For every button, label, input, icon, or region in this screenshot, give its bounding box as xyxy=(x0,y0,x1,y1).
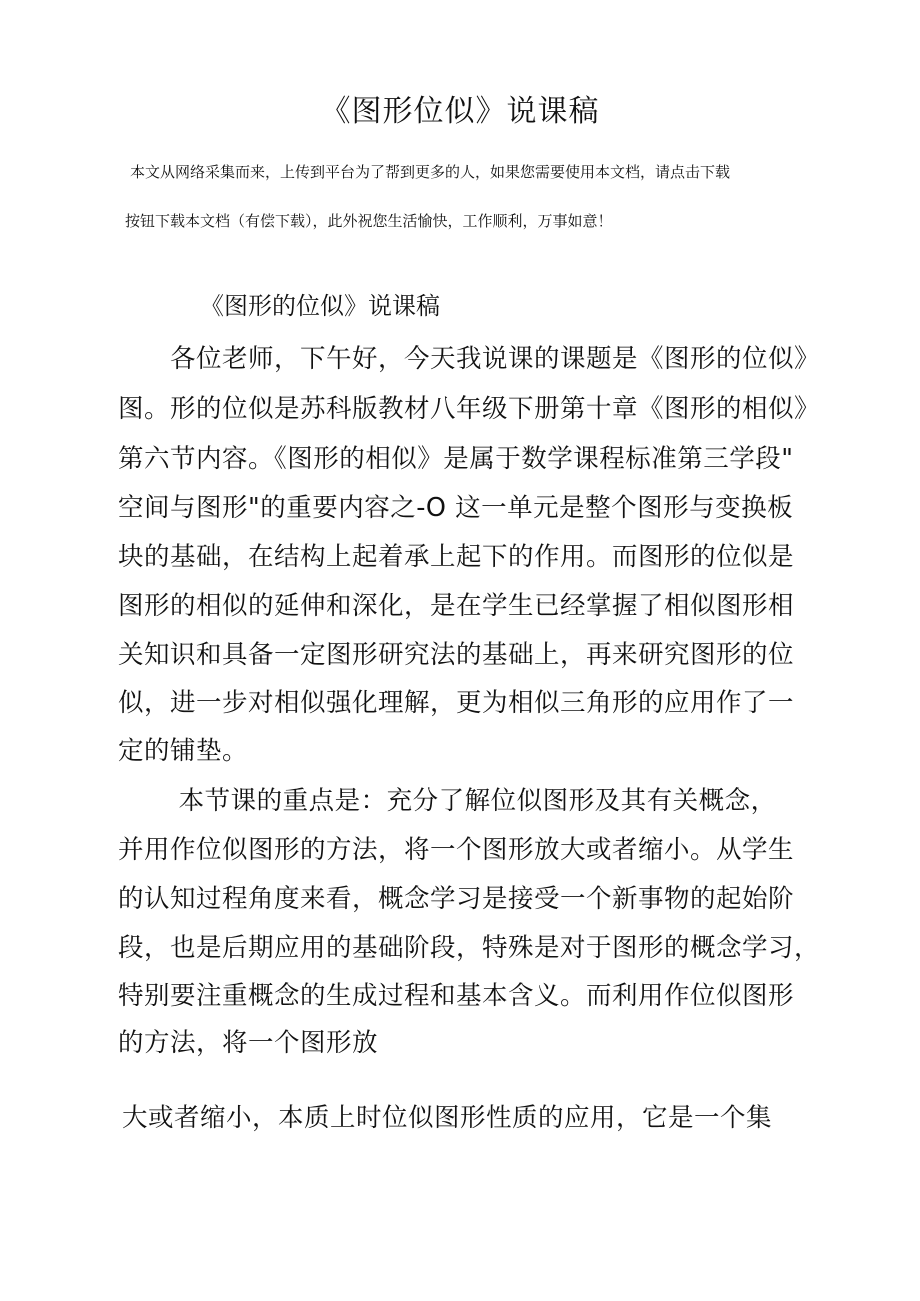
body-text-line: 图。形的位似是苏科版教材八年级下册第十章《图形的相似》 xyxy=(118,394,821,424)
body-text-line: 大或者缩小，本质上时位似图形性质的应用，它是一个集 xyxy=(122,1103,773,1133)
body-text-line: 图形的相似的延伸和深化，是在学生已经掌握了相似图形相 xyxy=(118,591,795,621)
body-text-line: 空间与图形"的重要内容之-O 这一单元是整个图形与变换板 xyxy=(118,493,794,523)
lecture-subtitle: 《图形的位似》说课稿 xyxy=(200,292,440,320)
body-text-line: 似，进一步对相似强化理解，更为相似三角形的应用作了一 xyxy=(118,688,795,718)
download-notice-line-1: 本文从网络采集而来，上传到平台为了帮到更多的人，如果您需要使用本文档，请点击下载 xyxy=(130,163,731,181)
body-text-line: 并用作位似图形的方法，将一个图形放大或者缩小。从学生 xyxy=(118,835,795,865)
body-text-line: 块的基础，在结构上起着承上起下的作用。而图形的位似是 xyxy=(118,542,795,572)
body-text-line: 关知识和具备一定图形研究法的基础上，再来研究图形的位 xyxy=(118,640,795,670)
body-text-line: 特别要注重概念的生成过程和基本含义。而利用作位似图形 xyxy=(118,981,795,1011)
body-text-line: 的方法，将一个图形放 xyxy=(118,1028,379,1058)
body-text-line: 定的铺垫。 xyxy=(118,736,249,766)
body-text-line: 段，也是后期应用的基础阶段，特殊是对于图形的概念学习， xyxy=(118,933,821,963)
body-text-line: 第六节内容。《图形的相似》是属于数学课程标准第三学段" xyxy=(118,444,794,474)
body-text-line: 的认知过程角度来看，概念学习是接受一个新事物的起始阶 xyxy=(118,884,795,914)
body-text-line: 本节课的重点是：充分了解位似图形及其有关概念， xyxy=(118,786,777,816)
document-title: 《图形位似》说课稿 xyxy=(320,94,600,129)
body-text-line: 各位老师，下午好，今天我说课的课题是《图形的位似》 xyxy=(118,344,821,374)
download-notice-line-2: 按钮下载本文档（有偿下载），此外祝您生活愉快，工作顺利，万事如意！ xyxy=(125,212,613,230)
